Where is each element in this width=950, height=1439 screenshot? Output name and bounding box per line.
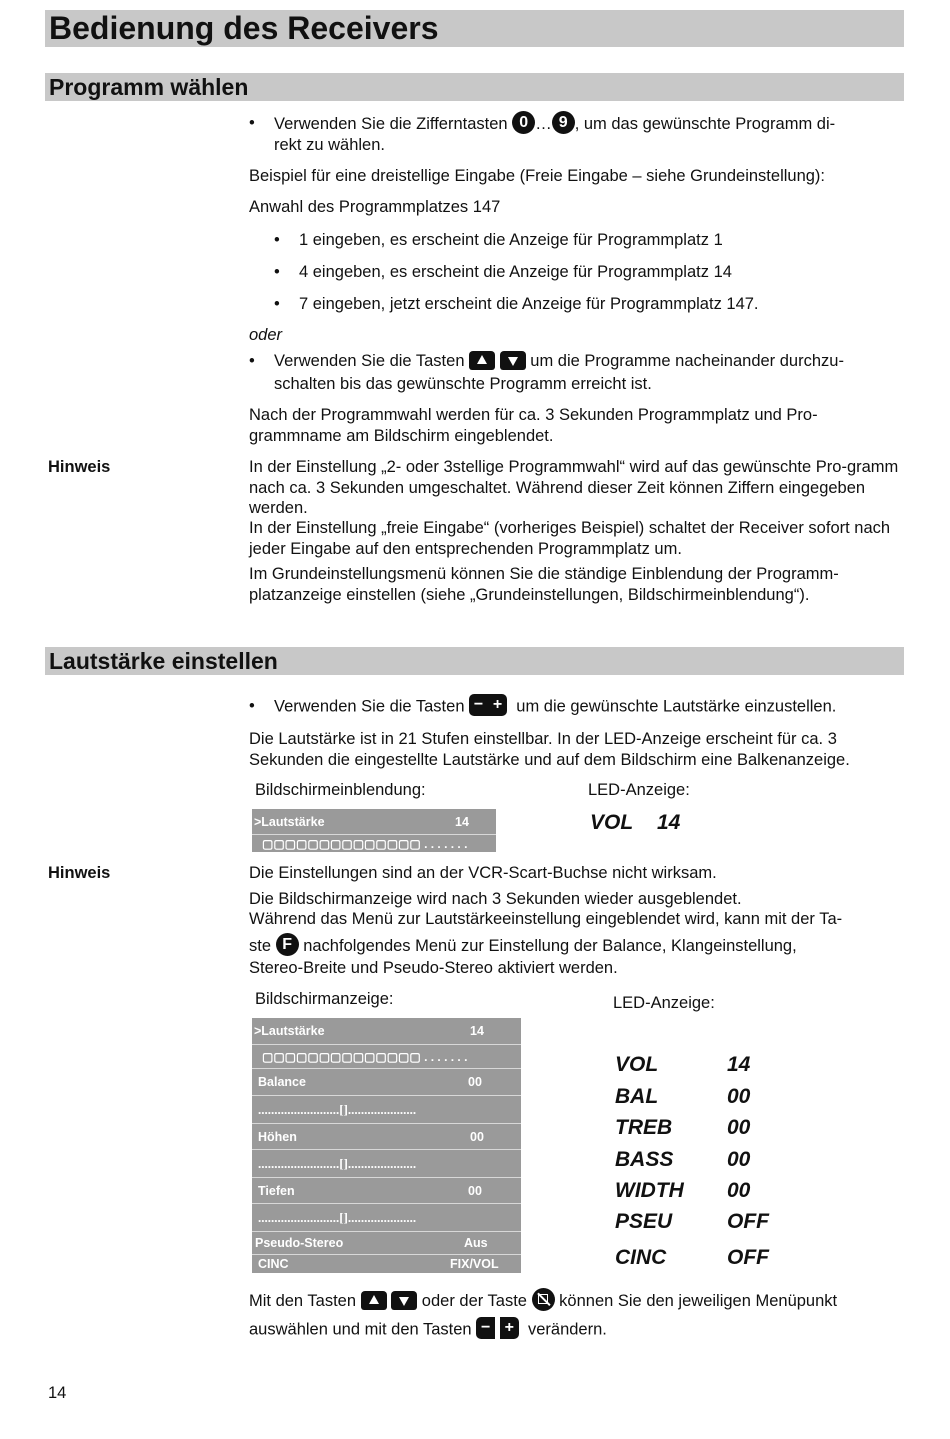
- sub-item: 4 eingeben, es erscheint die Anzeige für Programmplatz 14: [299, 263, 732, 281]
- osd-volume-bar: [252, 835, 496, 852]
- led-value: 00: [727, 1116, 751, 1139]
- osd-row-tiefen: [252, 1178, 521, 1204]
- led-vol-label: VOL: [590, 811, 634, 834]
- key-f-icon: F: [276, 933, 299, 956]
- arrow-up-key-icon: [361, 1291, 387, 1310]
- minus-key-icon: −: [469, 694, 488, 716]
- hinweis2-line2: Die Bildschirmanzeige wird nach 3 Sekunden wieder ausgeblendet.: [249, 890, 742, 908]
- arrow-down-key-icon: [500, 351, 526, 370]
- osd-row-label: >Lautstärke: [254, 1024, 325, 1038]
- led-label: TREB: [615, 1116, 673, 1139]
- bullet1-line1: Verwenden Sie die Zifferntasten 0 … 9 , um das gewünschte Programm di-: [274, 113, 835, 136]
- osd2-label: Bildschirmanzeige:: [255, 990, 394, 1008]
- hinweis-paragraph-3: Im Grundeinstellungsmenü können Sie die ständige Einblendung der Programm-platzanzeige einstellen (siehe „Grundeinstellungen, Bildschirmeinblendung“).: [249, 565, 839, 604]
- hinweis-paragraph-2: In der Einstellung „freie Eingabe“ (vorheriges Beispiel) schaltet der Receiver sofort nach jeder Eingabe auf den entsprechenden Programmplatz um.: [249, 519, 891, 558]
- hinweis-label: Hinweis: [48, 864, 111, 882]
- led-value: 00: [727, 1179, 751, 1202]
- final-line2: auswählen und mit den Tasten − + verändern.: [249, 1319, 607, 1339]
- osd-row-label: CINC: [258, 1257, 289, 1271]
- osd-row-balance: [252, 1069, 521, 1096]
- osd-row-lautstaerke: [252, 1018, 521, 1045]
- hinweis2-line5: Stereo-Breite und Pseudo-Stereo aktiviert werden.: [249, 959, 618, 977]
- led-label: WIDTH: [615, 1179, 684, 1202]
- osd-row-value: FIX/VOL: [450, 1257, 499, 1271]
- arrow-down-key-icon: [391, 1291, 417, 1310]
- osd-row-label: Höhen: [258, 1129, 297, 1144]
- section-title-programm: Programm wählen: [45, 73, 904, 101]
- sub-item: 1 eingeben, es erscheint die Anzeige für Programmplatz 1: [299, 231, 723, 249]
- osd-tiefen-scale: [252, 1204, 521, 1232]
- osd-label: Bildschirmeinblendung:: [255, 781, 426, 799]
- osd-row-label: Pseudo-Stereo: [255, 1236, 344, 1250]
- osd-row-label: >Lautstärke: [254, 814, 325, 829]
- mute-key-icon: [532, 1288, 555, 1311]
- led2-label: LED-Anzeige:: [613, 994, 715, 1012]
- osd-row-lautstaerke: [252, 809, 496, 835]
- arrow-up-key-icon: [469, 351, 495, 370]
- sub-item: 7 eingeben, jetzt erscheint die Anzeige für Programmplatz 147.: [299, 295, 759, 313]
- hinweis2-line1: Die Einstellungen sind an der VCR-Scart-Buchse nicht wirksam.: [249, 864, 717, 882]
- osd-scale-text: .........................[].....................: [258, 1101, 417, 1117]
- osd-row-value: 00: [468, 1075, 482, 1089]
- led-label: VOL: [615, 1053, 659, 1076]
- section-title-lautstaerke: Lautstärke einstellen: [45, 647, 904, 675]
- minus-key-icon: −: [476, 1317, 495, 1339]
- hinweis2-line3: Während das Menü zur Lautstärkeeinstellung eingeblendet wird, kann mit der Ta-: [249, 910, 843, 928]
- osd-row-value: Aus: [464, 1236, 488, 1250]
- osd-scale-text: .........................[].....................: [258, 1209, 417, 1225]
- key-0-icon: 0: [512, 111, 535, 134]
- led-value: 14: [727, 1053, 751, 1076]
- anwahl-text: Anwahl des Programmplatzes 147: [249, 198, 501, 216]
- hinweis-label: Hinweis: [48, 458, 111, 476]
- osd-bar-text: ▢▢▢▢▢▢▢▢▢▢▢▢▢▢ . . . . . . .: [262, 1049, 468, 1064]
- osd-bar-text: ▢▢▢▢▢▢▢▢▢▢▢▢▢▢ . . . . . . .: [262, 836, 468, 851]
- key-9-icon: 9: [552, 111, 575, 134]
- led-label: BASS: [615, 1148, 674, 1171]
- bullet: •: [274, 295, 280, 313]
- osd-row-value: 14: [455, 814, 469, 829]
- bullet: •: [274, 263, 280, 281]
- osd-row-hoehen: [252, 1124, 521, 1150]
- led-label: LED-Anzeige:: [588, 781, 690, 799]
- led-label: CINC: [615, 1246, 667, 1269]
- nach-paragraph: Nach der Programmwahl werden für ca. 3 Sekunden Programmplatz und Pro-grammname am Bildschirm eingeblendet.: [249, 406, 818, 445]
- led-value: 00: [727, 1148, 751, 1171]
- final-line1: Mit den Tasten oder der Taste können Sie den jeweiligen Menüpunkt: [249, 1290, 837, 1313]
- bullet2-line1: Verwenden Sie die Tasten um die Programme nacheinander durchzu-: [274, 352, 844, 370]
- led-value: OFF: [727, 1246, 769, 1269]
- page-title: Bedienung des Receivers: [45, 10, 904, 47]
- led-value: 00: [727, 1085, 751, 1108]
- osd-row-value: 14: [470, 1024, 484, 1038]
- example-text: Beispiel für eine dreistellige Eingabe (Freie Eingabe – siehe Grundeinstellung):: [249, 167, 826, 185]
- osd-row-cinc: [252, 1255, 521, 1273]
- bullet: •: [249, 697, 255, 715]
- osd-volume-display: [252, 809, 496, 852]
- bullet1-line2: rekt zu wählen.: [274, 136, 385, 154]
- volume-description: Die Lautstärke ist in 21 Stufen einstellbar. In der LED-Anzeige erscheint für ca. 3 Sekunden die eingestellte Lautstärke und auf dem Bildschirm eine Balkenanzeige.: [249, 730, 850, 769]
- osd-volume-bar: [252, 1045, 521, 1069]
- led-vol-value: 14: [657, 811, 681, 834]
- oder-text: oder: [249, 326, 283, 344]
- led-value: OFF: [727, 1210, 769, 1233]
- bullet2-line2: schalten bis das gewünschte Programm erreicht ist.: [274, 375, 652, 393]
- osd-scale-text: .........................[].....................: [258, 1155, 417, 1171]
- led-label: BAL: [615, 1085, 659, 1108]
- led-label: PSEU: [615, 1210, 673, 1233]
- osd-balance-scale: [252, 1096, 521, 1124]
- plus-key-icon: +: [488, 694, 507, 716]
- volume-bullet: Verwenden Sie die Tasten − + um die gewünschte Lautstärke einzustellen.: [274, 696, 837, 716]
- bullet: •: [249, 352, 255, 370]
- bullet: •: [274, 231, 280, 249]
- hinweis2-line4: ste F nachfolgendes Menü zur Einstellung der Balance, Klangeinstellung,: [249, 935, 797, 958]
- osd-hoehen-scale: [252, 1150, 521, 1178]
- osd-row-value: 00: [470, 1129, 484, 1144]
- osd-row-value: 00: [468, 1183, 482, 1198]
- osd-row-pseudo-stereo: [252, 1232, 521, 1255]
- bullet: •: [249, 114, 255, 132]
- osd-sound-menu: [252, 1018, 521, 1273]
- hinweis-paragraph-1: In der Einstellung „2- oder 3stellige Programmwahl“ wird auf das gewünschte Pro-gramm nach ca. 3 Sekunden umgeschaltet. Während dieser Zeit können Ziffern eingegeben werden.: [249, 458, 899, 517]
- osd-row-label: Balance: [258, 1075, 306, 1089]
- page-number: 14: [48, 1384, 67, 1402]
- osd-row-label: Tiefen: [258, 1183, 295, 1198]
- plus-key-icon: +: [500, 1317, 519, 1339]
